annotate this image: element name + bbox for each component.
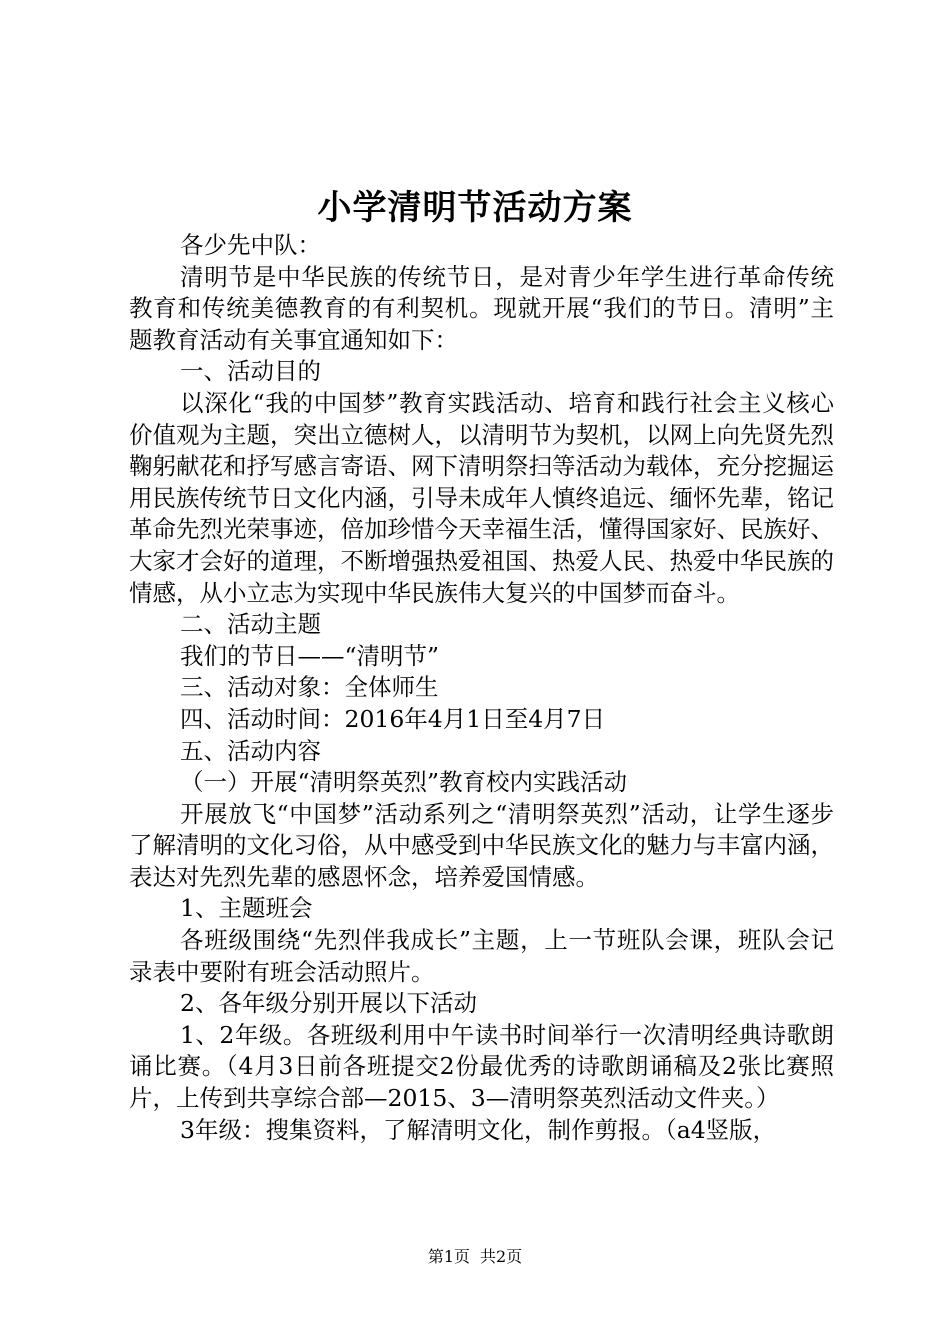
item-heading-grades: 2、各年级分别开展以下活动 <box>180 989 477 1018</box>
page-footer <box>0 1246 950 1268</box>
page-number: 第1页 <box>427 1247 470 1266</box>
theme-paragraph: 我们的节日——“清明节” <box>180 641 440 670</box>
activity-paragraph: 开展放飞“中国梦”活动系列之“清明祭英烈”活动，让学生逐步了解清明的文化习俗，从中感受到中华民族文化的魅力与丰富内涵，表达对先烈先辈的感恩怀念，培养爱国情感。 <box>129 799 834 891</box>
item-heading-class-meeting: 1、主题班会 <box>180 894 313 923</box>
purpose-paragraph: 以深化“我的中国梦”教育实践活动、培育和践行社会主义核心价值观为主题，突出立德树人，以清明节为契机，以网上向先贤先烈鞠躬献花和抒写感言寄语、网下清明祭扫等活动为载体，充分挖掘运用民族传统节日文化内涵，引导未成年人慎终追远、缅怀先辈，铭记革命先烈光荣事迹，倍加珍惜今天幸福生活，懂得国家好、民族好、大家才会好的道理，不断增强热爱祖国、热爱人民、热爱中华民族的情感，从小立志为实现中华民族伟大复兴的中国梦而奋斗。 <box>129 388 834 607</box>
section-heading-purpose: 一、活动目的 <box>180 357 321 386</box>
salutation: 各少先中队： <box>180 231 321 259</box>
document-title: 小学清明节活动方案 <box>317 188 633 228</box>
grade-3-paragraph: 3年级：搜集资料，了解清明文化，制作剪报。（a4竖版， <box>180 1115 777 1144</box>
intro-paragraph: 清明节是中华民族的传统节日，是对青少年学生进行革命传统教育和传统美德教育的有利契机。现就开展“我们的节日。清明”主题教育活动有关事宜通知如下： <box>129 262 834 354</box>
page-total: 共2页 <box>480 1247 523 1266</box>
section-heading-audience: 三、活动对象：全体师生 <box>180 673 439 702</box>
grades-1-2-paragraph: 1、2年级。各班级利用中午读书时间举行一次清明经典诗歌朗诵比赛。（4月3日前各班提交2份最优秀的诗歌朗诵稿及2张比赛照片，上传到共享综合部—2015、3—清明祭英烈活动文件夹。） <box>129 1020 834 1113</box>
section-heading-time: 四、活动时间：2016年4月1日至4月7日 <box>180 704 606 733</box>
document-body <box>129 230 834 1146</box>
section-heading-theme: 二、活动主题 <box>180 610 321 639</box>
class-meeting-paragraph: 各班级围绕“先烈伴我成长”主题，上一节班队会课，班队会记录表中要附有班会活动照片。 <box>129 926 834 986</box>
section-heading-content: 五、活动内容 <box>180 736 321 765</box>
subsection-heading-1: （一）开展“清明祭英烈”教育校内实践活动 <box>180 768 628 797</box>
